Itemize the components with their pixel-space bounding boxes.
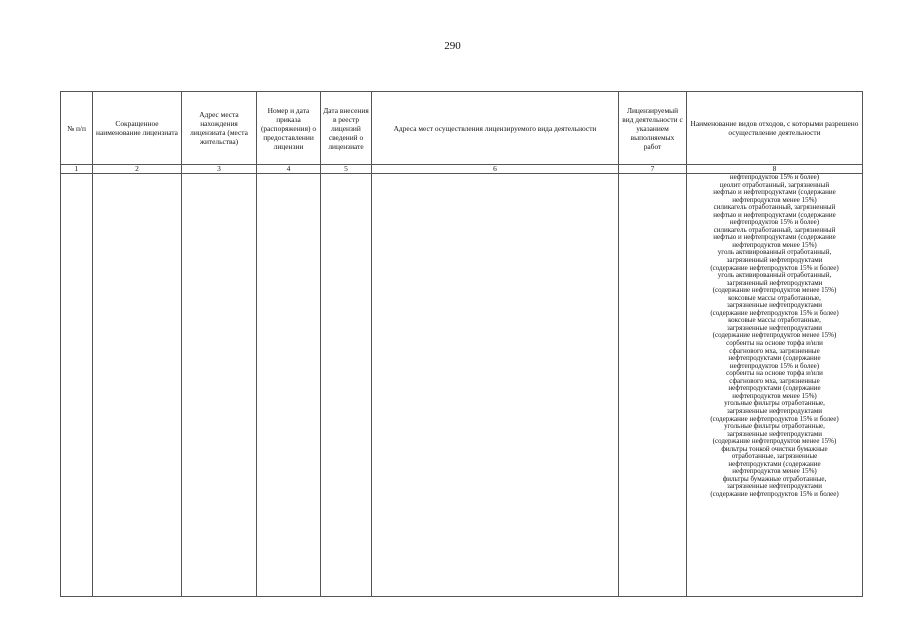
waste-type-line: загрязненные нефтепродуктами (726, 406, 823, 415)
license-registry-table (60, 91, 863, 597)
waste-type-line: фильтры бумажные отработанные, (722, 474, 827, 483)
column-number-row (61, 165, 863, 174)
header-cell-order: Номер и дата приказа (распоряжения) о предоставлении лицензии (257, 92, 321, 165)
cell-registry-date (321, 174, 372, 597)
waste-type-line: (содержание нефтепродуктов менее 15%) (712, 437, 837, 446)
waste-type-line: уголь активированный отработанный, (717, 271, 832, 280)
waste-type-line: (содержание нефтепродуктов 15% и более) (710, 263, 839, 272)
waste-type-line: уголь активированный отработанный, (717, 248, 832, 257)
cell-order (257, 174, 321, 597)
waste-type-line: (содержание нефтепродуктов 15% и более) (710, 414, 839, 423)
waste-type-line: сорбенты на основе торфа и/или (726, 369, 823, 378)
waste-type-line: нефтью и нефтепродуктами (содержание (713, 188, 836, 197)
table-row (61, 174, 863, 597)
waste-type-line: нефтью и нефтепродуктами (содержание (713, 210, 836, 219)
waste-type-line: угольные фильтры отработанные, (724, 422, 825, 431)
header-cell-licensee-address: Адрес места нахождения лицензиата (места жительства) (182, 92, 257, 165)
waste-type-line: нефтепродуктов менее 15%) (732, 195, 817, 204)
waste-type-line: нефтепродуктами (содержание (728, 459, 821, 468)
waste-type-line: нефтепродуктов 15% и более) (729, 361, 820, 370)
column-number: 2 (93, 165, 182, 174)
waste-type-line: коксовые массы отработанные, (728, 293, 821, 302)
cell-licensee-name (93, 174, 182, 597)
header-cell-activity-type: Лицензируемый вид деятельности с указанием выполняемых работ (619, 92, 687, 165)
waste-type-line: фильтры тонкой очистки бумажные (721, 444, 828, 453)
waste-type-line: угольные фильтры отработанные, (724, 399, 825, 408)
waste-type-line: (содержание нефтепродуктов менее 15%) (712, 286, 837, 295)
cell-activity-addresses (372, 174, 619, 597)
waste-type-line: нефтепродуктами (содержание (728, 354, 821, 363)
waste-type-line: нефтепродуктов менее 15%) (732, 391, 817, 400)
column-number: 7 (619, 165, 687, 174)
waste-type-line: сфагнового мха, загрязненные (729, 376, 820, 385)
waste-type-line: загрязненный нефтепродуктами (726, 256, 823, 265)
column-number: 1 (61, 165, 93, 174)
waste-type-line: нефтепродуктов 15% и более) (729, 218, 820, 227)
cell-number (61, 174, 93, 597)
column-number: 5 (321, 165, 372, 174)
waste-type-line: загрязненные нефтепродуктами (726, 429, 823, 438)
waste-type-line: (содержание нефтепродуктов 15% и более) (710, 308, 839, 317)
waste-type-line: загрязненные нефтепродуктами (726, 323, 823, 332)
cell-activity-type (619, 174, 687, 597)
waste-type-line: цеолит отработанный, загрязненный (719, 180, 830, 189)
waste-type-line: загрязненный нефтепродуктами (726, 278, 823, 287)
column-number: 6 (372, 165, 619, 174)
waste-type-line: нефтепродуктов менее 15%) (732, 467, 817, 476)
cell-licensee-address (182, 174, 257, 597)
header-row (61, 92, 863, 165)
waste-type-line: нефтепродуктов менее 15%) (732, 240, 817, 249)
waste-type-line: (содержание нефтепродуктов менее 15%) (712, 331, 837, 340)
column-number: 8 (687, 165, 863, 174)
waste-type-line: (содержание нефтепродуктов 15% и более) (710, 489, 839, 498)
waste-type-line: загрязненные нефтепродуктами (726, 482, 823, 491)
waste-type-line: силикагель отработанный, загрязненный (713, 203, 836, 212)
waste-type-line: сорбенты на основе торфа и/или (726, 339, 823, 348)
column-number: 3 (182, 165, 257, 174)
header-cell-number: № п/п (61, 92, 93, 165)
waste-type-line: силикагель отработанный, загрязненный (713, 225, 836, 234)
cell-waste-types (687, 174, 863, 597)
waste-type-line: нефтепродуктами (содержание (728, 384, 821, 393)
waste-type-line: загрязненные нефтепродуктами (726, 301, 823, 310)
column-number: 4 (257, 165, 321, 174)
header-cell-registry-date: Дата внесения в реестр лицензий сведений о лицензиате (321, 92, 372, 165)
waste-type-line: нефтью и нефтепродуктами (содержание (713, 233, 836, 242)
waste-type-line: сфагнового мха, загрязненные (729, 346, 820, 355)
header-cell-activity-addresses: Адреса мест осуществления лицензируемого вида деятельности (372, 92, 619, 165)
page-number: 290 (444, 40, 461, 52)
waste-type-line: нефтепродуктов 15% и более) (729, 173, 820, 181)
waste-type-line: отработанные, загрязненные (731, 452, 818, 461)
header-cell-licensee-name: Сокращенное наименование лицензиата (93, 92, 182, 165)
waste-type-line: коксовые массы отработанные, (728, 316, 821, 325)
header-cell-waste-types: Наименование видов отходов, с которыми разрешено осуществление деятельности (687, 92, 863, 165)
